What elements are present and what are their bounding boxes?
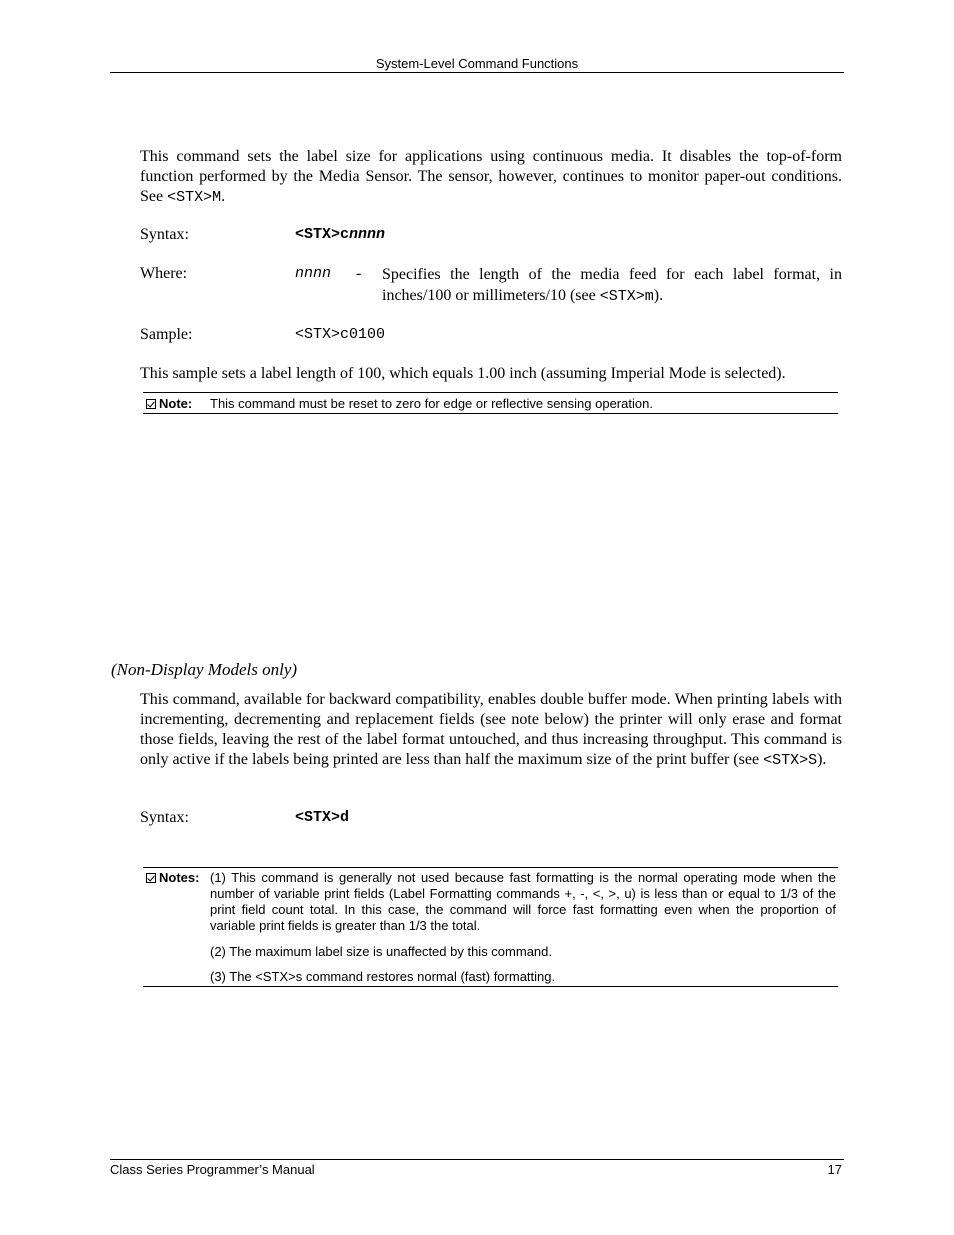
c-note-label-wrap [146,396,192,412]
c-syntax-param: nnnn [349,226,386,243]
c-syntax-label: Syntax: [140,226,189,243]
c-param-desc-code: <STX>m [599,288,654,305]
footer-rule [110,1159,844,1160]
running-header: System-Level Command Functions [375,56,579,71]
d-note-item: (1) This command is generally not used because fast formatting is the normal operating mode when the number of variable print fields (Label Formatting commands +, -, <, >, u) is less than or equal to 1/3 of the print field count total. In this case, the command will force fast formatting even when the proportion of variable print fields is greater than 1/3 the total. [210,870,836,933]
d-note-item: (3) The <STX>s command restores normal (fast) formatting. [210,969,556,984]
d-intro-code: <STX>S [763,752,818,769]
c-intro-end: . [221,188,226,205]
d-notes-bottom-rule [143,986,838,987]
c-sample-value: <STX>c0100 [295,326,386,343]
d-intro-text: This command, available for backward compatibility, enables double buffer mode. When printing labels with incrementing, decrementing and replacement fields (see note below) the printer will only erase and format those fields, leaving the rest of the label format untouched, and thus increasing throughput. This command is only active if the labels being printed are less than half the maximum size of the print buffer (see [140,691,842,768]
d-notes-top-rule [143,867,838,868]
d-intro-paragraph [140,690,842,771]
c-sample-explanation: This sample sets a label length of 100, which equals 1.00 inch (assuming Imperial Mode is selected). [140,365,786,382]
header-rule [110,72,844,73]
c-param-desc-end: ). [653,287,664,304]
c-syntax-prefix: <STX>c [295,226,350,243]
d-notes-label: Notes: [159,870,200,885]
d-syntax-label: Syntax: [140,809,189,826]
checkbox-icon [146,399,156,409]
c-note-top-rule [143,392,838,393]
c-where-label: Where: [140,265,188,282]
c-param-name: nnnn [295,265,332,282]
d-syntax-value: <STX>d [295,809,350,826]
c-param-desc-text: Specifies the length of the media feed for each label format, in inches/100 or millimeters/10 (see [382,266,842,304]
c-note-bottom-rule [143,413,838,414]
footer-manual-title: Class Series Programmer’s Manual [110,1162,315,1177]
c-param-dash: - [356,265,362,282]
c-intro-paragraph [140,147,842,208]
c-param-description [382,264,842,307]
c-syntax-value [295,225,385,245]
d-note-item: (2) The maximum label size is unaffected by this command. [210,944,552,959]
c-intro-code: <STX>M [167,189,222,206]
c-intro-text: This command sets the label size for applications using continuous media. It disables the top-of-form function performed by the Media Sensor. The sensor, however, continues to monitor paper-out conditions. See [140,148,842,205]
c-note-label: Note: [159,396,193,411]
d-intro-end: ). [817,751,827,768]
footer-page-number: 17 [827,1162,842,1177]
c-sample-label: Sample: [140,326,193,343]
c-note-text: This command must be reset to zero for edge or reflective sensing operation. [210,396,653,411]
checkbox-icon [146,873,156,883]
d-subheading: (Non-Display Models only) [111,660,298,679]
d-notes-label-wrap [146,870,199,886]
